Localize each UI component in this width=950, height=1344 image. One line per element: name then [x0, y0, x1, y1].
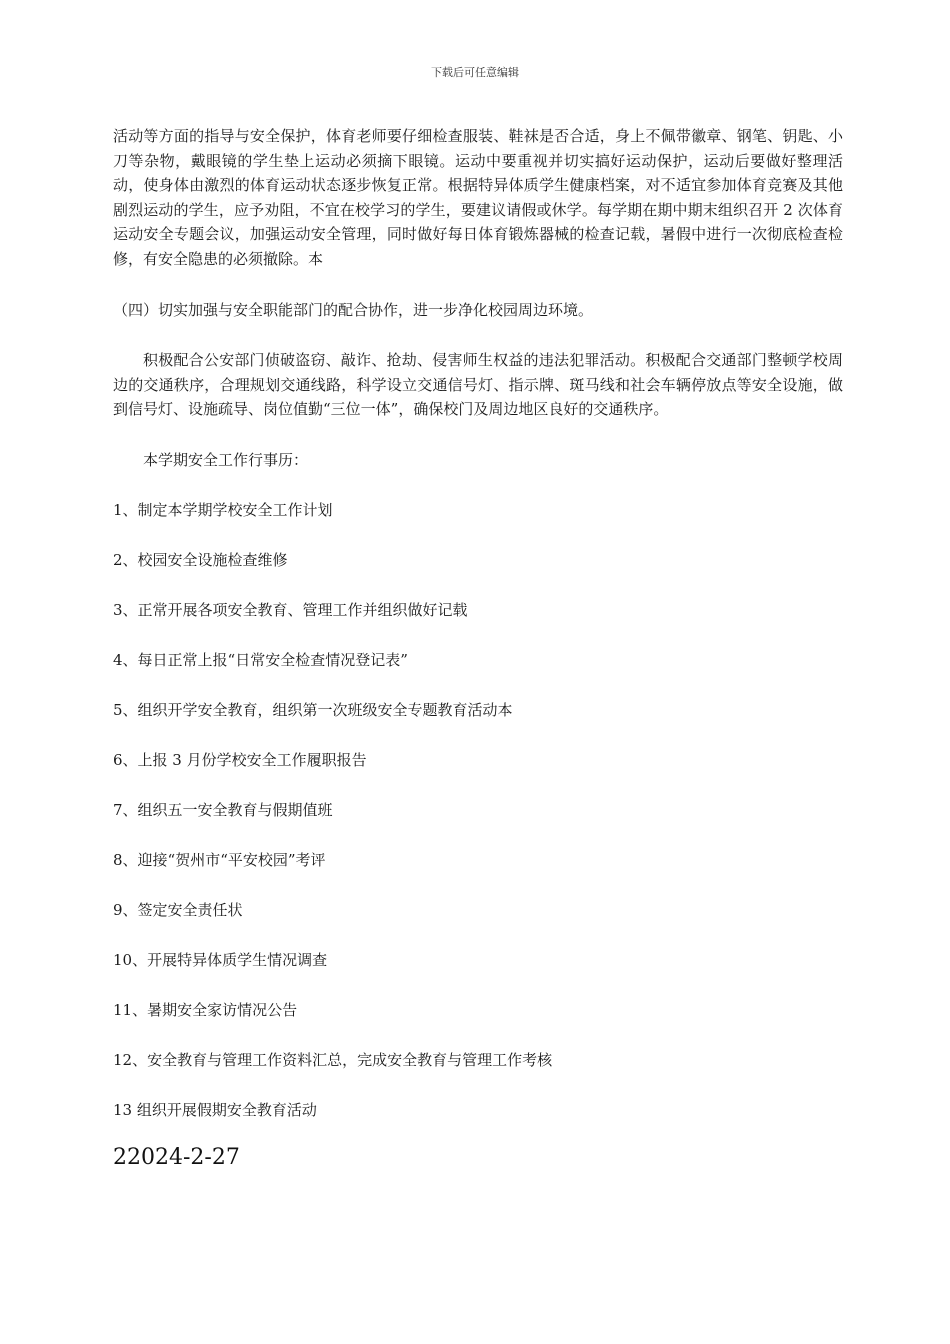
list-item: 13 组织开展假期安全教育活动: [113, 1101, 317, 1119]
list-item: 1、制定本学期学校安全工作计划: [113, 501, 333, 519]
list-item: 2、校园安全设施检查维修: [113, 551, 288, 569]
paragraph-police-traffic: 积极配合公安部门侦破盗窃、敲诈、抢劫、侵害师生权益的违法犯罪活动。积极配合交通部门整顿学校周边的交通秩序，合理规划交通线路，科学设立交通信号灯、指示牌、斑马线和社会车辆停放点等安全设施，做到信号灯、设施疏导、岗位值勤“三位一体”，确保校门及周边地区良好的交通秩序。: [113, 351, 843, 418]
paragraph-sports-safety: 活动等方面的指导与安全保护，体育老师要仔细检查服装、鞋袜是否合适，身上不佩带徽章、钢笔、钥匙、小刀等杂物，戴眼镜的学生垫上运动必须摘下眼镜。运动中要重视并切实搞好运动保护，运动后要做好整理活动，使身体由激烈的体育运动状态逐步恢复正常。根据特异体质学生健康档案，对不适宜参加体育竞赛及其他剧烈运动的学生，应予劝阻，不宜在校学习的学生，要建议请假或休学。每学期在期中期末组织召开 2 次体育运动安全专题会议，加强运动安全管理，同时做好每日体育锻炼器械的检查记载，暑假中进行一次彻底检查检修，有安全隐患的必须撤除。本: [113, 127, 843, 268]
event-list: [113, 498, 843, 1148]
calendar-heading: 本学期安全工作行事历：: [143, 451, 309, 469]
list-item: 5、组织开学安全教育，组织第一次班级安全专题教育活动本: [113, 701, 513, 719]
list-item: 3、正常开展各项安全教育、管理工作并组织做好记载: [113, 601, 468, 619]
list-item: 7、组织五一安全教育与假期值班: [113, 801, 333, 819]
list-item: 12、安全教育与管理工作资料汇总，完成安全教育与管理工作考核: [113, 1051, 553, 1069]
list-item: 10、开展特异体质学生情况调查: [113, 951, 328, 969]
list-item: 6、上报 3 月份学校安全工作履职报告: [113, 751, 367, 769]
page-header: 下载后可任意编辑: [431, 66, 519, 79]
section-heading-4: （四）切实加强与安全职能部门的配合协作，进一步净化校园周边环境。: [113, 301, 594, 319]
list-item: 4、每日正常上报“日常安全检查情况登记表”: [113, 651, 408, 669]
list-item: 9、签定安全责任状: [113, 901, 243, 919]
list-item: 8、迎接“贺州市“平安校园”考评: [113, 851, 326, 869]
list-item: 11、暑期安全家访情况公告: [113, 1001, 298, 1019]
document-date: 22024-2-27: [113, 1145, 240, 1170]
